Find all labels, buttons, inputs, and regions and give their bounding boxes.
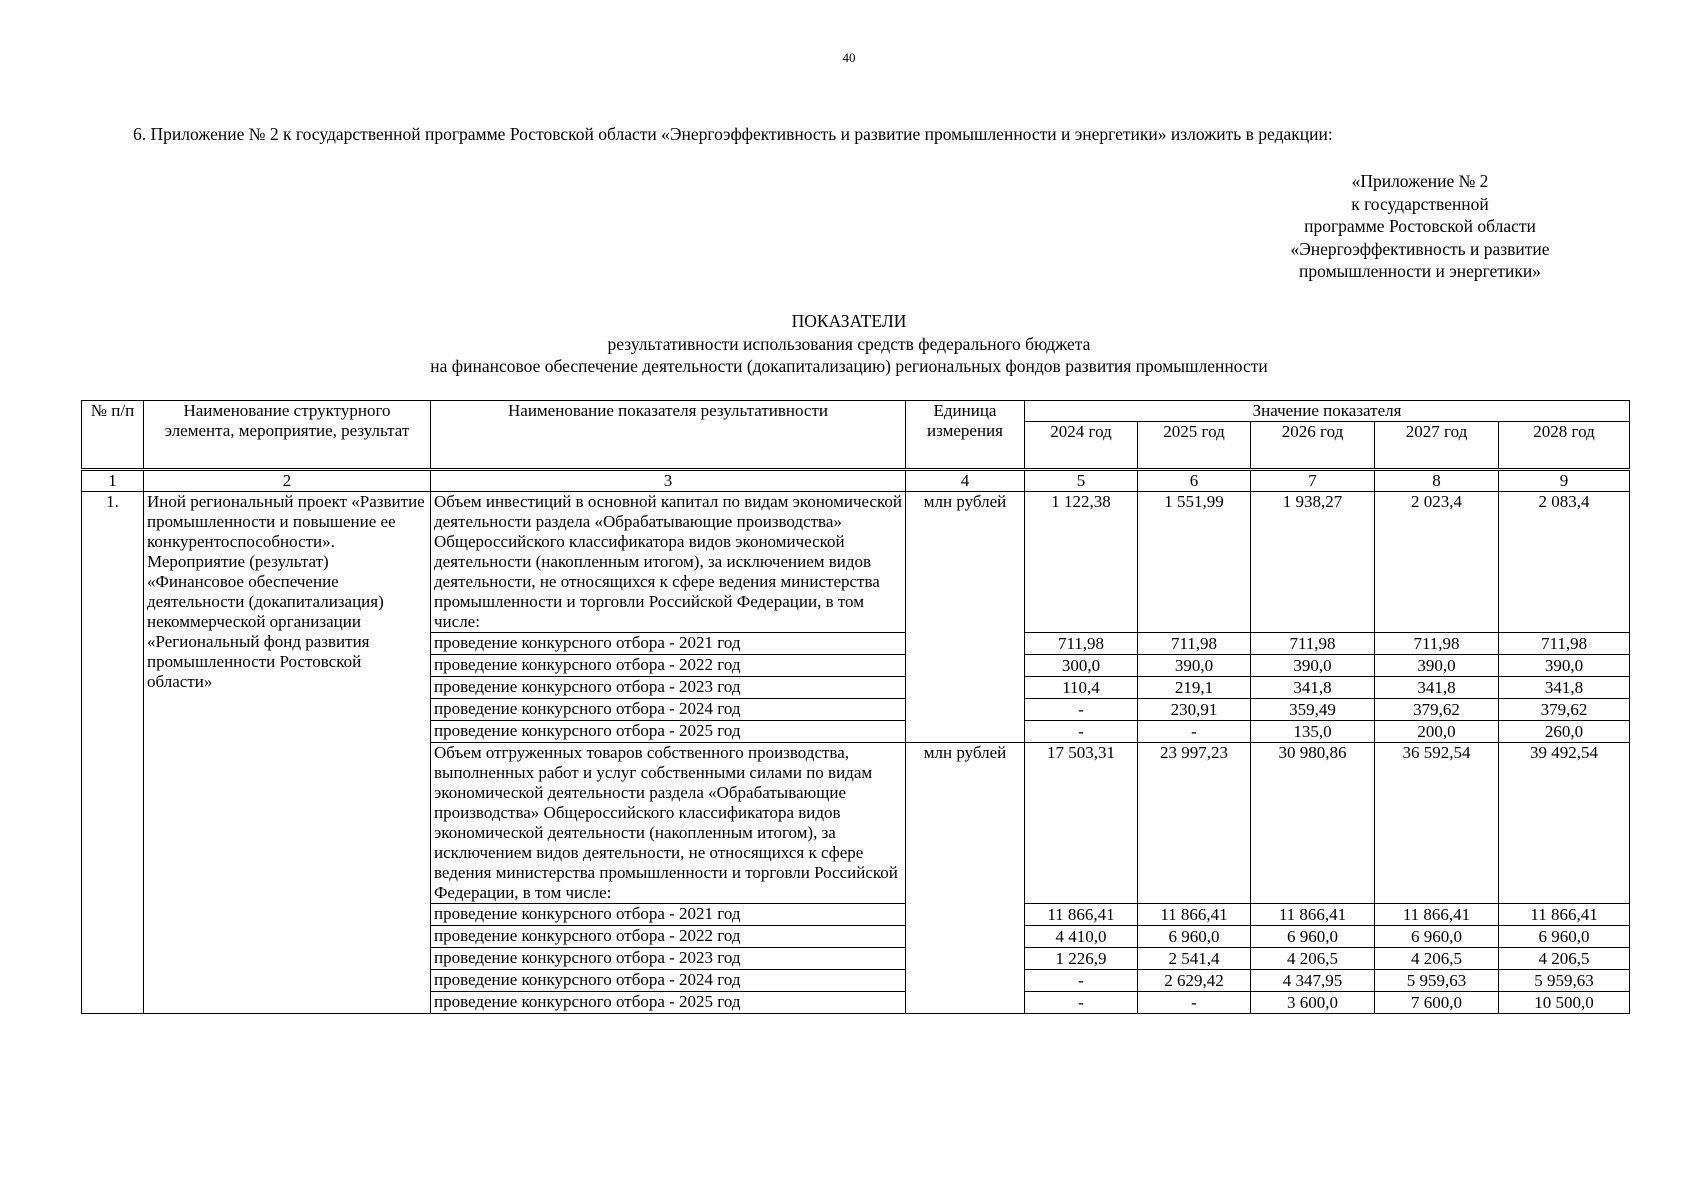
sub-row-value: 4 206,5	[1375, 948, 1499, 970]
column-number: 9	[1499, 470, 1630, 492]
sub-row-value: 230,91	[1138, 699, 1251, 721]
sub-row-value: 3 600,0	[1251, 992, 1375, 1014]
sub-row-value: 11 866,41	[1499, 904, 1630, 926]
appendix-note-line: «Приложение № 2	[1351, 171, 1489, 191]
header-indicator: Наименование показателя результативности	[431, 401, 906, 470]
intro-paragraph: 6. Приложение № 2 к государственной программе Ростовской области «Энергоэффективность и развитие промышленности и энергетики» изложить в редакции:	[133, 124, 1333, 144]
indicator-value: 1 122,38	[1025, 492, 1138, 633]
sub-row-value: 5 959,63	[1375, 970, 1499, 992]
sub-row-value: 341,8	[1251, 677, 1375, 699]
sub-row-value: 2 629,42	[1138, 970, 1251, 992]
sub-row-value: 711,98	[1375, 633, 1499, 655]
indicator-name: Объем отгруженных товаров собственного производства, выполненных работ и услуг собственными силами по видам экономической деятельности раздела «Обрабатывающие производства» Общероссийского классификатора видов экономической деятельности (накопленным итогом), за исключением видов деятельности, не относящихся к сфере ведения министерства промышленности и торговли Российской Федерации, в том числе:	[431, 743, 906, 904]
sub-row-value: 11 866,41	[1251, 904, 1375, 926]
heading-subtitle: на финансовое обеспечение деятельности (докапитализацию) региональных фондов развития промышленности	[430, 356, 1268, 376]
sub-row-value: 359,49	[1251, 699, 1375, 721]
column-number: 2	[144, 470, 431, 492]
header-no: № п/п	[82, 401, 144, 470]
indicator-value: 1 938,27	[1251, 492, 1375, 633]
sub-row-value: 7 600,0	[1375, 992, 1499, 1014]
sub-row-value: 4 410,0	[1025, 926, 1138, 948]
sub-row-label: проведение конкурсного отбора - 2022 год	[431, 926, 906, 948]
sub-row-value: 390,0	[1138, 655, 1251, 677]
column-number: 1	[82, 470, 144, 492]
sub-row-label: проведение конкурсного отбора - 2023 год	[431, 677, 906, 699]
sub-row-value: 260,0	[1499, 721, 1630, 743]
indicator-value: 30 980,86	[1251, 743, 1375, 904]
header-year: 2028 год	[1499, 422, 1630, 470]
sub-row-value: -	[1025, 699, 1138, 721]
structural-element-text: Иной региональный проект «Развитие промышленности и повышение ее конкурентоспособности». Мероприятие (результат) «Финансовое обеспечение деятельности (докапитализация) некоммерческой организации «Региональный фонд развития промышленности Ростовской области»	[144, 492, 431, 1014]
header-year: 2024 год	[1025, 422, 1138, 470]
indicators-table	[81, 400, 1630, 1014]
sub-row-value: 711,98	[1499, 633, 1630, 655]
column-number: 6	[1138, 470, 1251, 492]
sub-row-value: 135,0	[1251, 721, 1375, 743]
sub-row-value: -	[1138, 721, 1251, 743]
header-unit: Единица измерения	[906, 401, 1025, 470]
sub-row-value: -	[1025, 970, 1138, 992]
sub-row-label: проведение конкурсного отбора - 2025 год	[431, 721, 906, 743]
appendix-note-line: «Энергоэффективность и развитие	[1290, 238, 1550, 259]
sub-row-value: 6 960,0	[1138, 926, 1251, 948]
column-number: 3	[431, 470, 906, 492]
column-numbers-row	[82, 470, 1630, 492]
heading-title: ПОКАЗАТЕЛИ	[791, 311, 907, 331]
sub-row-value: 6 960,0	[1251, 926, 1375, 948]
sub-row-value: 4 206,5	[1251, 948, 1375, 970]
sub-row-value: 379,62	[1375, 699, 1499, 721]
header-year: 2027 год	[1375, 422, 1499, 470]
indicator-value: 17 503,31	[1025, 743, 1138, 904]
sub-row-value: -	[1025, 992, 1138, 1014]
sub-row-value: 390,0	[1251, 655, 1375, 677]
table-header-row	[82, 401, 1630, 422]
sub-row-value: 110,4	[1025, 677, 1138, 699]
sub-row-value: 6 960,0	[1499, 926, 1630, 948]
appendix-note-line: программе Ростовской области	[1304, 216, 1536, 236]
indicator-unit: млн рублей	[906, 743, 1025, 1014]
indicator-value: 2 023,4	[1375, 492, 1499, 633]
sub-row-value: 5 959,63	[1499, 970, 1630, 992]
sub-row-value: 1 226,9	[1025, 948, 1138, 970]
sub-row-value: 711,98	[1138, 633, 1251, 655]
indicator-value: 39 492,54	[1499, 743, 1630, 904]
sub-row-label: проведение конкурсного отбора - 2025 год	[431, 992, 906, 1014]
column-number: 4	[906, 470, 1025, 492]
sub-row-value: 200,0	[1375, 721, 1499, 743]
indicator-value: 1 551,99	[1138, 492, 1251, 633]
appendix-note-line: к государственной	[1351, 193, 1489, 214]
sub-row-label: проведение конкурсного отбора - 2022 год	[431, 655, 906, 677]
sub-row-value: 6 960,0	[1375, 926, 1499, 948]
sub-row-value: 11 866,41	[1025, 904, 1138, 926]
header-element: Наименование структурного элемента, мероприятие, результат	[144, 401, 431, 470]
sub-row-value: 4 206,5	[1499, 948, 1630, 970]
heading-subtitle: результативности использования средств федерального бюджета	[607, 333, 1091, 354]
document-heading	[0, 310, 1698, 378]
sub-row-value: 2 541,4	[1138, 948, 1251, 970]
indicator-name: Объем инвестиций в основной капитал по видам экономической деятельности раздела «Обрабатывающие производства» Общероссийского классификатора видов экономической деятельности (накопленным итогом), за исключением видов деятельности, не относящихся к сфере ведения министерства промышленности и торговли Российской Федерации, в том числе:	[431, 492, 906, 633]
page-number: 40	[842, 50, 856, 65]
indicator-value: 36 592,54	[1375, 743, 1499, 904]
header-year: 2026 год	[1251, 422, 1375, 470]
sub-row-value: 390,0	[1499, 655, 1630, 677]
sub-row-value: 341,8	[1499, 677, 1630, 699]
header-year: 2025 год	[1138, 422, 1251, 470]
row-number: 1.	[82, 492, 144, 1014]
sub-row-value: 11 866,41	[1138, 904, 1251, 926]
appendix-note	[1250, 170, 1590, 283]
sub-row-value: 10 500,0	[1499, 992, 1630, 1014]
column-number: 5	[1025, 470, 1138, 492]
sub-row-label: проведение конкурсного отбора - 2023 год	[431, 948, 906, 970]
indicator-unit: млн рублей	[906, 492, 1025, 743]
sub-row-value: 711,98	[1251, 633, 1375, 655]
appendix-note-line: промышленности и энергетики»	[1299, 261, 1541, 281]
column-number: 7	[1251, 470, 1375, 492]
sub-row-value: 219,1	[1138, 677, 1251, 699]
sub-row-value: 4 347,95	[1251, 970, 1375, 992]
sub-row-label: проведение конкурсного отбора - 2024 год	[431, 970, 906, 992]
sub-row-label: проведение конкурсного отбора - 2021 год	[431, 633, 906, 655]
sub-row-value: -	[1138, 992, 1251, 1014]
sub-row-value: 300,0	[1025, 655, 1138, 677]
sub-row-value: 11 866,41	[1375, 904, 1499, 926]
indicator-row	[82, 492, 1630, 633]
sub-row-label: проведение конкурсного отбора - 2021 год	[431, 904, 906, 926]
indicator-value: 2 083,4	[1499, 492, 1630, 633]
sub-row-value: 711,98	[1025, 633, 1138, 655]
sub-row-value: -	[1025, 721, 1138, 743]
sub-row-value: 379,62	[1499, 699, 1630, 721]
sub-row-value: 341,8	[1375, 677, 1499, 699]
column-number: 8	[1375, 470, 1499, 492]
sub-row-label: проведение конкурсного отбора - 2024 год	[431, 699, 906, 721]
indicator-value: 23 997,23	[1138, 743, 1251, 904]
sub-row-value: 390,0	[1375, 655, 1499, 677]
header-value-group: Значение показателя	[1025, 401, 1630, 422]
